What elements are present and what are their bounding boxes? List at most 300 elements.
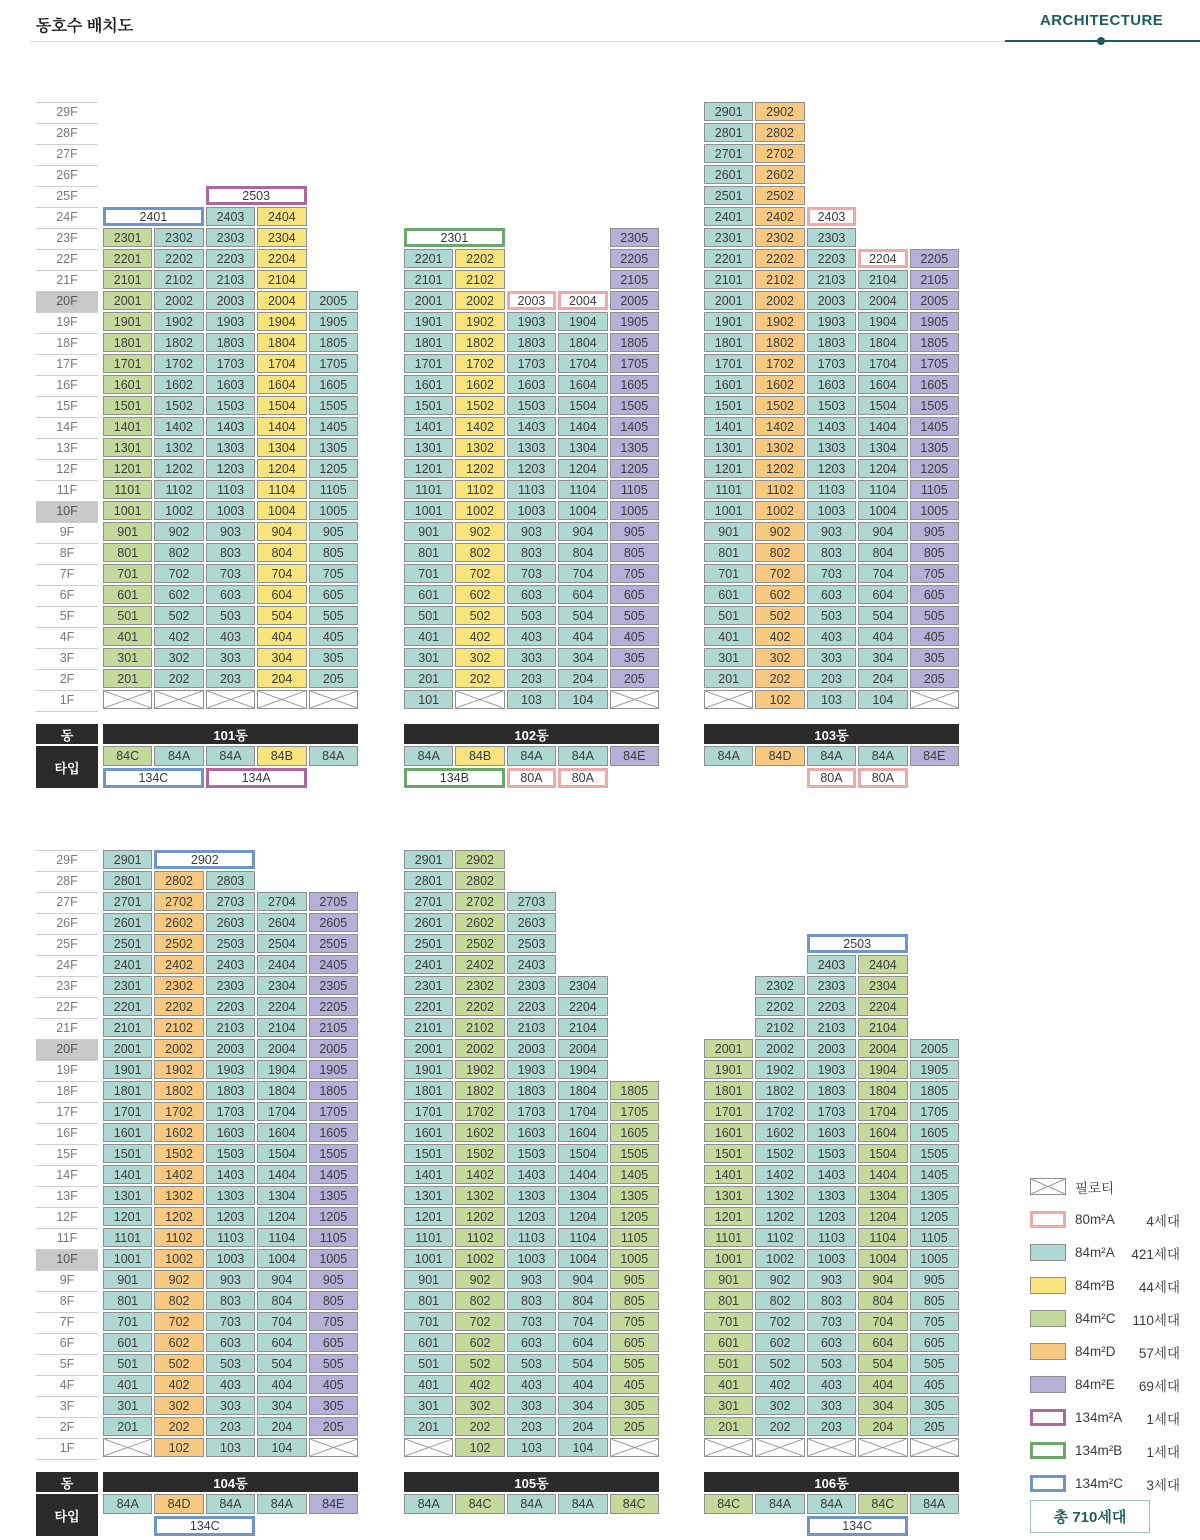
type-cell: 84E	[309, 1494, 358, 1514]
unit-cell: 1403	[507, 417, 556, 436]
unit-cell: 304	[858, 648, 907, 667]
unit-cell: 1205	[610, 1207, 659, 1226]
unit-cell: 1504	[558, 1144, 607, 1163]
unit-cell: 1705	[910, 354, 959, 373]
unit-cell: 1104	[558, 1228, 607, 1247]
unit-cell: 1401	[103, 417, 152, 436]
unit-cell: 1702	[455, 1102, 504, 1121]
unit-cell: 2102	[755, 1018, 804, 1037]
extra-type-row	[404, 768, 659, 788]
unit-cell: 1701	[103, 354, 152, 373]
unit-cell: 2602	[455, 913, 504, 932]
unit-cell: 1005	[910, 1249, 959, 1268]
unit-cell: 2802	[455, 871, 504, 890]
unit-cell: 605	[610, 1333, 659, 1352]
unit-cell: 1804	[558, 333, 607, 352]
unit-cell: 101	[404, 690, 453, 709]
unit-cell: 201	[404, 669, 453, 688]
unit-cell: 205	[309, 1417, 358, 1436]
type-row-label: 타입	[36, 1494, 98, 1536]
unit-cell: 302	[755, 648, 804, 667]
unit-cell: 103	[507, 1438, 556, 1457]
unit-cell: 1805	[309, 333, 358, 352]
unit-cell: 1105	[910, 480, 959, 499]
unit-cell: 2101	[404, 1018, 453, 1037]
unit-cell: 402	[455, 1375, 504, 1394]
unit-cell: 804	[858, 1291, 907, 1310]
unit-cell: 2202	[154, 997, 203, 1016]
unit-cell: 2502	[154, 934, 203, 953]
unit-cell: 1302	[455, 438, 504, 457]
unit-cell: 1103	[206, 1228, 255, 1247]
unit-cell: 1101	[404, 1228, 453, 1247]
unit-cell: 405	[610, 1375, 659, 1394]
unit-cell: 201	[103, 669, 152, 688]
floor-label: 13F	[36, 1187, 98, 1208]
unit-cell: 402	[154, 1375, 203, 1394]
floor-label: 21F	[36, 1019, 98, 1040]
piloti-cell	[755, 1438, 804, 1457]
unit-cell: 1202	[154, 1207, 203, 1226]
unit-cell: 205	[610, 669, 659, 688]
unit-cell: 1602	[154, 1123, 203, 1142]
unit-cell: 2301	[404, 228, 505, 247]
unit-cell: 903	[507, 1270, 556, 1289]
building-grid	[704, 102, 959, 709]
unit-cell: 1604	[558, 375, 607, 394]
unit-cell: 2003	[807, 1039, 856, 1058]
unit-cell: 1604	[558, 1123, 607, 1142]
unit-cell: 1405	[309, 1165, 358, 1184]
unit-cell: 1804	[257, 333, 306, 352]
legend-label: 84m²A	[1075, 1245, 1115, 1260]
building-grid	[103, 850, 358, 1457]
unit-cell: 902	[455, 522, 504, 541]
unit-cell: 1604	[257, 375, 306, 394]
unit-cell: 2203	[206, 249, 255, 268]
unit-cell: 2202	[455, 249, 504, 268]
floor-label: 15F	[36, 397, 98, 418]
building-name-bar: 106동	[704, 1472, 959, 1492]
unit-cell: 2102	[154, 1018, 203, 1037]
unit-cell: 1805	[910, 333, 959, 352]
unit-cell: 1502	[455, 1144, 504, 1163]
unit-cell: 1804	[858, 333, 907, 352]
unit-cell: 2205	[910, 249, 959, 268]
unit-cell: 1405	[910, 417, 959, 436]
unit-cell: 2102	[755, 270, 804, 289]
unit-cell: 301	[704, 648, 753, 667]
unit-cell: 801	[404, 1291, 453, 1310]
building-106	[704, 850, 959, 1540]
unit-cell: 2001	[404, 1039, 453, 1058]
floor-label: 4F	[36, 628, 98, 649]
legend-row	[1030, 1467, 1180, 1500]
unit-cell: 701	[103, 564, 152, 583]
unit-cell: 2401	[103, 207, 204, 226]
unit-cell: 1301	[704, 438, 753, 457]
unit-cell: 2004	[257, 1039, 306, 1058]
unit-cell: 902	[154, 1270, 203, 1289]
unit-cell: 204	[558, 1417, 607, 1436]
unit-cell: 2701	[404, 892, 453, 911]
unit-cell: 1403	[507, 1165, 556, 1184]
type-cell: 84A	[858, 746, 907, 766]
unit-cell: 1601	[103, 1123, 152, 1142]
unit-cell: 305	[309, 1396, 358, 1415]
unit-cell: 1102	[455, 1228, 504, 1247]
unit-cell: 2205	[610, 249, 659, 268]
unit-cell: 2702	[755, 144, 804, 163]
unit-cell: 203	[807, 1417, 856, 1436]
unit-cell: 103	[807, 690, 856, 709]
unit-cell: 1202	[755, 459, 804, 478]
extra-type-cell: 134B	[404, 768, 505, 788]
unit-cell: 1003	[507, 501, 556, 520]
unit-cell: 1205	[610, 459, 659, 478]
unit-cell: 1605	[910, 375, 959, 394]
type-cell: 84A	[558, 1494, 607, 1514]
unit-cell: 1401	[704, 1165, 753, 1184]
unit-cell: 1703	[507, 354, 556, 373]
legend-label: 84m²C	[1075, 1311, 1116, 1326]
unit-cell: 903	[807, 522, 856, 541]
unit-cell: 2703	[507, 892, 556, 911]
floor-label: 6F	[36, 586, 98, 607]
unit-cell: 302	[154, 648, 203, 667]
unit-cell: 401	[103, 1375, 152, 1394]
unit-cell: 2103	[206, 1018, 255, 1037]
legend-row-piloti	[1030, 1170, 1180, 1203]
unit-cell: 2201	[103, 997, 152, 1016]
unit-cell: 304	[257, 1396, 306, 1415]
unit-cell: 2402	[154, 955, 203, 974]
unit-cell: 404	[858, 1375, 907, 1394]
unit-cell: 904	[858, 522, 907, 541]
unit-cell: 601	[103, 585, 152, 604]
unit-cell: 202	[755, 669, 804, 688]
unit-cell: 505	[910, 606, 959, 625]
unit-cell: 2505	[309, 934, 358, 953]
unit-cell: 2203	[807, 249, 856, 268]
unit-cell: 2105	[910, 270, 959, 289]
unit-cell: 203	[507, 669, 556, 688]
unit-cell: 2104	[257, 270, 306, 289]
unit-cell: 1603	[807, 375, 856, 394]
floor-label: 14F	[36, 418, 98, 439]
unit-cell: 304	[558, 648, 607, 667]
unit-cell: 302	[755, 1396, 804, 1415]
unit-cell: 903	[206, 522, 255, 541]
unit-cell: 1305	[910, 1186, 959, 1205]
legend-row	[1030, 1434, 1180, 1467]
unit-cell: 2601	[103, 913, 152, 932]
unit-cell: 1305	[309, 1186, 358, 1205]
unit-cell: 1204	[558, 1207, 607, 1226]
piloti-cell	[309, 690, 358, 709]
unit-cell: 1501	[404, 396, 453, 415]
unit-cell: 1303	[507, 1186, 556, 1205]
unit-cell: 1105	[309, 480, 358, 499]
unit-cell: 1201	[103, 459, 152, 478]
piloti-cell	[807, 1438, 856, 1457]
unit-cell: 2301	[704, 228, 753, 247]
unit-cell: 904	[558, 522, 607, 541]
unit-cell: 901	[404, 1270, 453, 1289]
unit-cell: 2001	[704, 291, 753, 310]
unit-cell: 801	[103, 543, 152, 562]
unit-cell: 303	[206, 648, 255, 667]
legend-count: 69세대	[1138, 1378, 1180, 1394]
unit-cell: 1102	[154, 1228, 203, 1247]
type-cell: 84D	[755, 746, 804, 766]
unit-cell: 2501	[404, 934, 453, 953]
unit-cell: 2103	[807, 270, 856, 289]
unit-cell: 1303	[206, 438, 255, 457]
unit-cell: 405	[910, 1375, 959, 1394]
unit-cell: 1102	[755, 480, 804, 499]
unit-cell: 602	[455, 1333, 504, 1352]
unit-cell: 301	[404, 1396, 453, 1415]
unit-cell: 1002	[455, 1249, 504, 1268]
unit-cell: 1904	[257, 312, 306, 331]
unit-cell: 1602	[755, 375, 804, 394]
type-cell: 84A	[206, 1494, 255, 1514]
unit-cell: 503	[507, 1354, 556, 1373]
unit-cell: 603	[807, 1333, 856, 1352]
unit-cell: 803	[507, 1291, 556, 1310]
unit-cell: 601	[704, 1333, 753, 1352]
unit-cell: 305	[309, 648, 358, 667]
unit-cell: 1503	[507, 1144, 556, 1163]
unit-cell: 1402	[455, 1165, 504, 1184]
unit-cell: 1104	[558, 480, 607, 499]
building-105	[404, 850, 659, 1540]
unit-cell: 1605	[309, 375, 358, 394]
floor-label: 7F	[36, 1313, 98, 1334]
unit-cell: 804	[558, 543, 607, 562]
unit-cell: 605	[910, 1333, 959, 1352]
unit-cell: 702	[154, 1312, 203, 1331]
unit-cell: 404	[558, 1375, 607, 1394]
unit-cell: 404	[257, 1375, 306, 1394]
unit-cell: 1805	[610, 1081, 659, 1100]
unit-cell: 203	[206, 669, 255, 688]
unit-cell: 1404	[558, 417, 607, 436]
unit-cell: 1504	[257, 396, 306, 415]
unit-cell: 1902	[755, 1060, 804, 1079]
unit-cell: 2001	[404, 291, 453, 310]
unit-cell: 1702	[455, 354, 504, 373]
unit-cell: 1901	[103, 312, 152, 331]
unit-cell: 1602	[455, 1123, 504, 1142]
unit-cell: 2503	[507, 934, 556, 953]
unit-cell: 2802	[755, 123, 804, 142]
unit-cell: 2501	[704, 186, 753, 205]
unit-cell: 1304	[257, 438, 306, 457]
floor-label: 24F	[36, 956, 98, 977]
unit-cell: 703	[507, 564, 556, 583]
legend-label: 필로티	[1075, 1180, 1115, 1196]
unit-cell: 102	[755, 690, 804, 709]
unit-cell: 601	[103, 1333, 152, 1352]
building-grid	[404, 850, 659, 1457]
unit-cell: 104	[558, 690, 607, 709]
unit-cell: 1403	[807, 1165, 856, 1184]
unit-cell: 501	[103, 1354, 152, 1373]
building-103	[704, 102, 959, 792]
unit-cell: 1702	[755, 1102, 804, 1121]
floor-label: 12F	[36, 460, 98, 481]
unit-cell: 805	[910, 543, 959, 562]
type-cell: 84C	[858, 1494, 907, 1514]
unit-cell: 2104	[858, 1018, 907, 1037]
unit-cell: 1305	[309, 438, 358, 457]
unit-cell: 1402	[755, 1165, 804, 1184]
unit-cell: 2501	[103, 934, 152, 953]
piloti-cell	[910, 690, 959, 709]
floor-label: 28F	[36, 124, 98, 145]
unit-cell: 1103	[206, 480, 255, 499]
piloti-cell	[309, 1438, 358, 1457]
legend-swatch-icon	[1030, 1211, 1066, 1228]
unit-cell: 2403	[206, 955, 255, 974]
unit-cell: 1204	[257, 1207, 306, 1226]
unit-cell: 401	[404, 627, 453, 646]
unit-cell: 2704	[257, 892, 306, 911]
extra-type-row	[704, 768, 959, 788]
legend-row	[1030, 1236, 1180, 1269]
unit-cell: 905	[910, 522, 959, 541]
extra-type-cell: 134A	[206, 768, 307, 788]
piloti-cell	[610, 690, 659, 709]
type-row	[103, 1494, 358, 1514]
unit-cell: 2005	[309, 1039, 358, 1058]
building-name-bar: 104동	[103, 1472, 358, 1492]
unit-cell: 1505	[309, 1144, 358, 1163]
unit-cell: 1804	[257, 1081, 306, 1100]
floor-label: 24F	[36, 208, 98, 229]
unit-cell: 402	[455, 627, 504, 646]
unit-cell: 1704	[558, 354, 607, 373]
unit-cell: 301	[103, 1396, 152, 1415]
unit-cell: 1802	[455, 333, 504, 352]
legend-count: 421세대	[1131, 1246, 1180, 1262]
unit-cell: 802	[755, 543, 804, 562]
legend-count: 1세대	[1146, 1444, 1180, 1460]
unit-cell: 1701	[404, 1102, 453, 1121]
unit-cell: 205	[910, 669, 959, 688]
type-cell: 84B	[257, 746, 306, 766]
unit-cell: 1703	[206, 354, 255, 373]
unit-cell: 301	[103, 648, 152, 667]
type-row-label: 타입	[36, 746, 98, 788]
piloti-cell	[704, 690, 753, 709]
unit-cell: 1505	[610, 396, 659, 415]
unit-cell: 503	[807, 606, 856, 625]
legend-label: 134m²C	[1075, 1476, 1124, 1491]
unit-cell: 1002	[154, 501, 203, 520]
type-row	[404, 746, 659, 766]
unit-cell: 403	[507, 627, 556, 646]
unit-cell: 901	[103, 522, 152, 541]
unit-cell: 2002	[154, 291, 203, 310]
floor-label: 26F	[36, 914, 98, 935]
unit-cell: 404	[257, 627, 306, 646]
unit-cell: 1302	[755, 438, 804, 457]
unit-cell: 802	[154, 1291, 203, 1310]
unit-cell: 603	[206, 585, 255, 604]
unit-cell: 2901	[103, 850, 152, 869]
unit-cell: 2503	[206, 934, 255, 953]
unit-cell: 2503	[807, 934, 908, 953]
unit-cell: 1502	[755, 1144, 804, 1163]
unit-cell: 803	[206, 1291, 255, 1310]
unit-cell: 1202	[154, 459, 203, 478]
unit-cell: 2101	[704, 270, 753, 289]
floor-label: 4F	[36, 1376, 98, 1397]
unit-cell: 604	[858, 585, 907, 604]
unit-cell: 1603	[206, 375, 255, 394]
unit-cell: 705	[309, 564, 358, 583]
unit-cell: 1602	[455, 375, 504, 394]
unit-cell: 2102	[455, 270, 504, 289]
legend	[1030, 1170, 1180, 1500]
unit-cell: 1104	[858, 1228, 907, 1247]
unit-cell: 1002	[755, 501, 804, 520]
unit-cell: 2801	[704, 123, 753, 142]
unit-cell: 905	[610, 522, 659, 541]
unit-cell: 2601	[704, 165, 753, 184]
unit-cell: 301	[704, 1396, 753, 1415]
unit-cell: 2003	[807, 291, 856, 310]
unit-cell: 404	[858, 627, 907, 646]
type-row	[704, 746, 959, 766]
unit-cell: 2401	[404, 955, 453, 974]
unit-cell: 1901	[404, 1060, 453, 1079]
floor-label: 21F	[36, 271, 98, 292]
unit-cell: 2202	[755, 997, 804, 1016]
unit-cell: 2403	[807, 955, 856, 974]
unit-cell: 1202	[755, 1207, 804, 1226]
unit-cell: 1203	[206, 1207, 255, 1226]
unit-cell: 601	[404, 1333, 453, 1352]
unit-cell: 304	[257, 648, 306, 667]
unit-cell: 1705	[309, 1102, 358, 1121]
legend-row	[1030, 1401, 1180, 1434]
floor-label: 28F	[36, 872, 98, 893]
type-cell: 84D	[154, 1494, 203, 1514]
unit-cell: 301	[404, 648, 453, 667]
unit-cell: 1903	[206, 312, 255, 331]
unit-cell: 2303	[507, 976, 556, 995]
unit-cell: 2005	[610, 291, 659, 310]
unit-cell: 1703	[807, 354, 856, 373]
piloti-cell	[910, 1438, 959, 1457]
unit-cell: 2101	[103, 1018, 152, 1037]
unit-cell: 704	[858, 1312, 907, 1331]
unit-cell: 1005	[309, 1249, 358, 1268]
unit-cell: 1803	[206, 333, 255, 352]
unit-cell: 1203	[206, 459, 255, 478]
unit-cell: 1304	[858, 438, 907, 457]
unit-cell: 503	[507, 606, 556, 625]
unit-cell: 1004	[558, 501, 607, 520]
floor-axis	[36, 102, 98, 712]
unit-cell: 904	[558, 1270, 607, 1289]
legend-row	[1030, 1302, 1180, 1335]
unit-cell: 502	[455, 1354, 504, 1373]
